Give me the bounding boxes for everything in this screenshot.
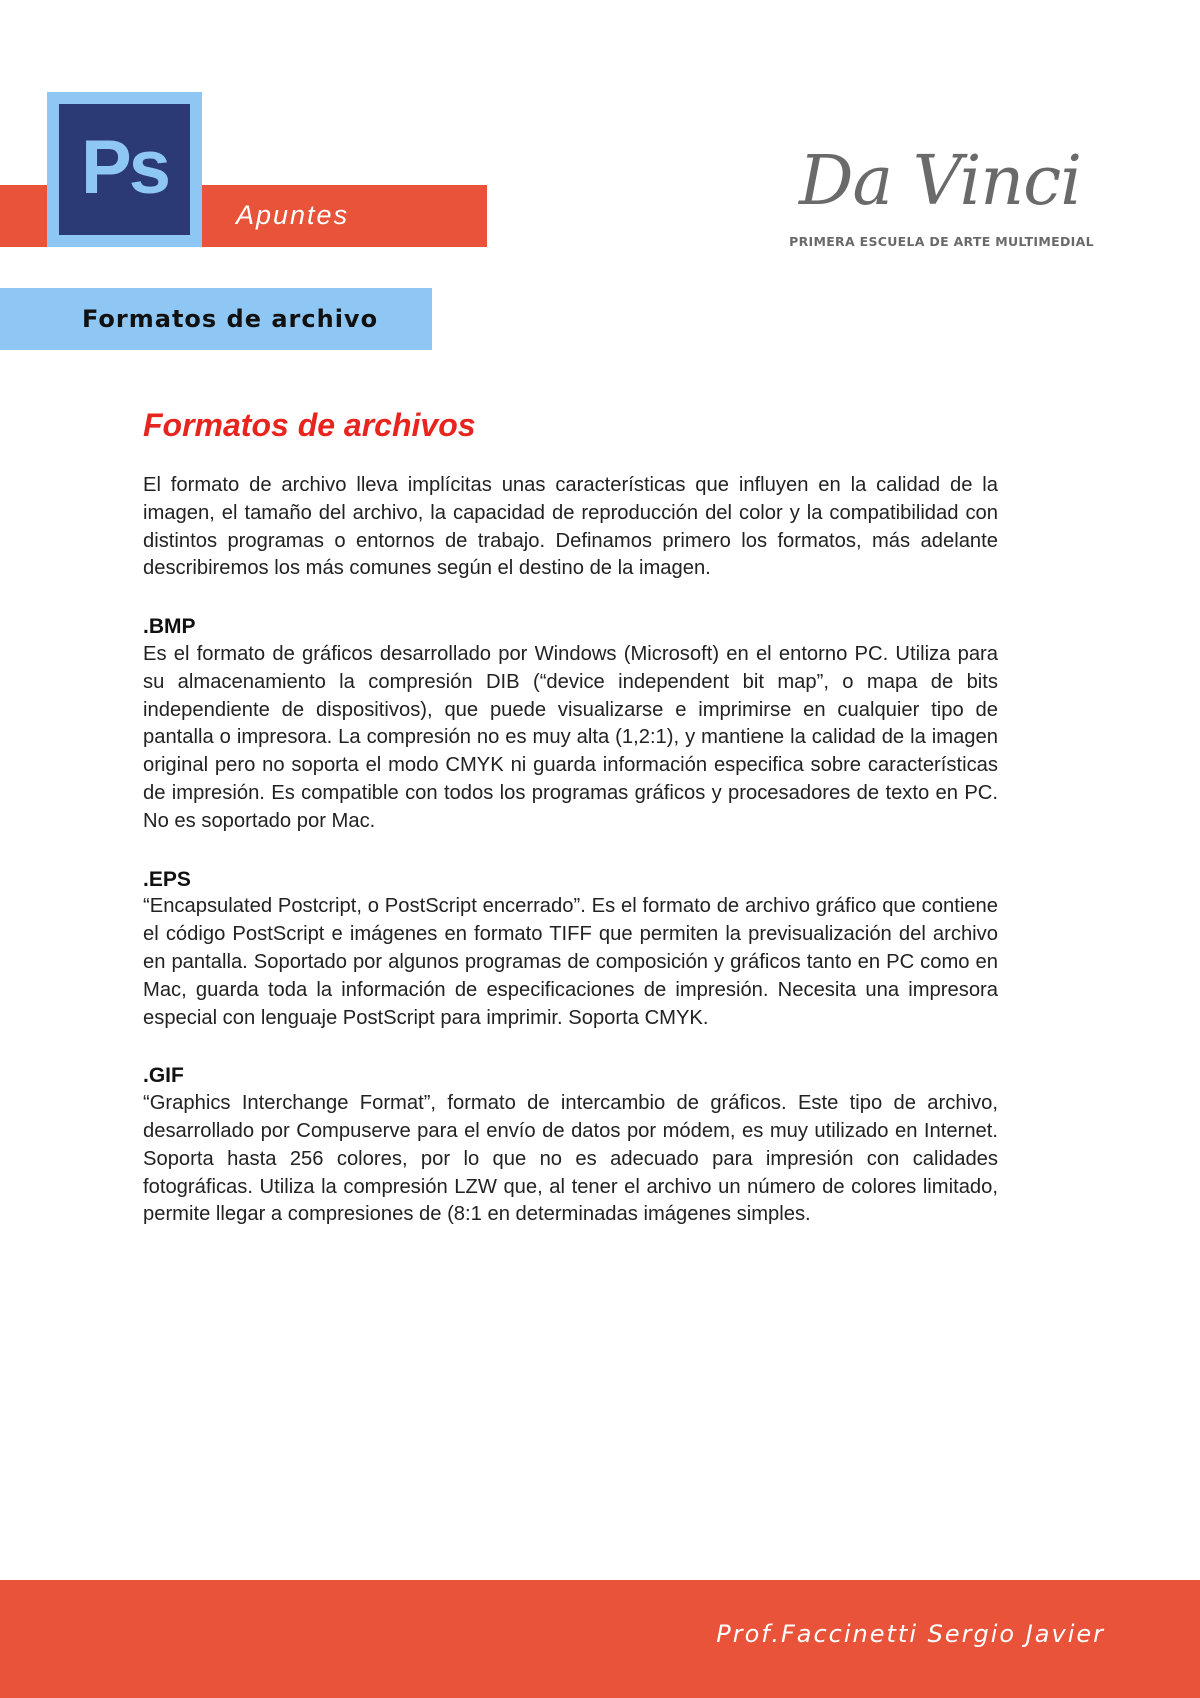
davinci-logo-tagline: PRIMERA ESCUELA DE ARTE MULTIMEDIAL (789, 234, 1094, 249)
format-title-eps: .EPS (143, 867, 191, 891)
section-tab-label: Formatos de archivo (82, 305, 379, 333)
apuntes-label: Apuntes (236, 200, 350, 230)
format-text-bmp: Es el formato de gráficos desarrollado por Windows (Microsoft) en el entorno PC. Utiliza para su almacenamiento la compresión DIB (“device independent bit map”, o mapa de bits independiente de dispositivos), que puede visualizarse e imprimirse en cualquier tipo de pantalla o impresora. La compresión no es muy alta (1,2:1), y mantiene la calidad de la imagen original pero no soporta el modo CMYK ni guarda información especifica sobre características de impresión. Es compatible con todos los programas gráficos y procesadores de texto en PC. No es soportado por Mac. (143, 642, 998, 832)
format-title-gif: .GIF (143, 1064, 184, 1088)
format-text-eps: “Encapsulated Postcript, o PostScript encerrado”. Es el formato de archivo gráfico que contiene el código PostScript e imágenes en formato TIFF que permiten la previsualización del archivo en pantalla. Soportado por algunos programas de composición y gráficos tanto en PC como en Mac, guarda toda la información de especificaciones de impresión. Necesita una impresora especial con lenguaje PostScript para imprimir. Soporta CMYK. (143, 895, 998, 1029)
footer-author: Prof.Faccinetti Sergio Javier (716, 1620, 1105, 1648)
davinci-logo (770, 142, 1110, 258)
section-tab (0, 288, 432, 350)
footer-band (0, 1580, 1200, 1698)
format-text-gif: “Graphics Interchange Format”, formato de intercambio de gráficos. Este tipo de archivo, desarrollado por Compuserve para el envío de datos por módem, es muy utilizado en Internet. Soporta hasta 256 colores, por lo que no es adecuado para impresión con calidades fotográficas. Utiliza la compresión LZW que, al tener el archivo un número de colores limitado, permite llegar a compresiones de (8:1 en determinadas imágenes simples. (143, 1092, 998, 1226)
intro-paragraph: El formato de archivo lleva implícitas unas características que influyen en la calidad de la imagen, el tamaño del archivo, la capacidad de reproducción del color y la compatibilidad con distintos programas o entornos de trabajo. Definamos primero los formatos, más adelante describiremos los más comunes según el destino de la imagen. (143, 474, 998, 580)
photoshop-logo (47, 92, 202, 247)
photoshop-logo-inner (59, 104, 190, 235)
format-title-bmp: .BMP (143, 615, 196, 639)
page-title: Formatos de archivos (143, 407, 476, 443)
davinci-logo-wordmark: Da Vinci (799, 142, 1081, 221)
photoshop-logo-text: Ps (81, 124, 168, 210)
document-content (143, 407, 998, 1229)
